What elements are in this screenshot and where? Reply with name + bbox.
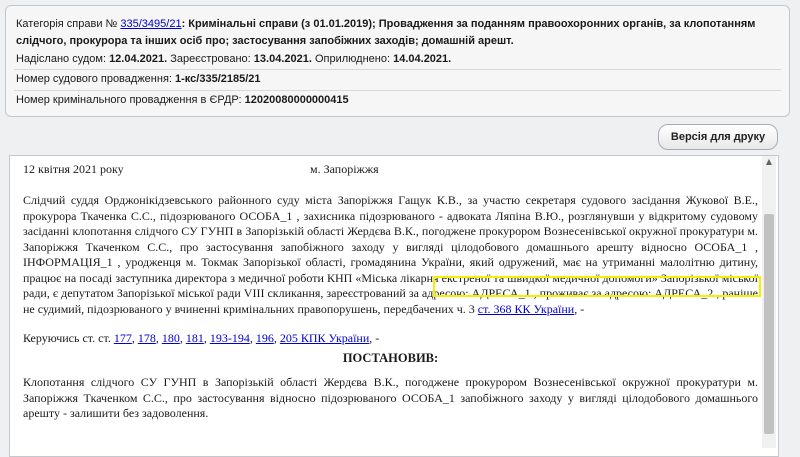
document-date: 12 квітня 2021 року xyxy=(23,162,124,176)
case-info-panel xyxy=(5,5,790,117)
sent-date: 12.04.2021. xyxy=(109,53,168,65)
criminal-proceeding-row xyxy=(16,92,781,109)
court-proceeding-label: Номер судового провадження: xyxy=(16,73,172,85)
document-body xyxy=(23,162,758,422)
category-text: Кримінальні справи (з 01.01.2019); Провадження за поданням правоохоронних органів, за клопотанням слідчого, прокурора та інших осіб про; застосування запобіжних заходів; домашній арешт. xyxy=(16,18,756,47)
scroll-up-icon[interactable]: ▲ xyxy=(765,157,773,166)
article-link[interactable]: 193-194 xyxy=(209,331,250,345)
article-link[interactable]: 196 xyxy=(255,331,274,345)
case-number-link[interactable]: 335/3495/21 xyxy=(120,18,182,30)
registered-label: Зареєстровано: xyxy=(170,53,251,65)
ruling-heading: ПОСТАНОВИВ: xyxy=(342,350,439,365)
document-panel xyxy=(9,155,779,457)
intro-paragraph xyxy=(23,193,758,317)
print-version-button[interactable]: Версія для друку xyxy=(658,124,778,150)
published-date: 14.04.2021. xyxy=(393,53,452,65)
court-proceeding-row xyxy=(16,71,781,88)
intro-text: Слідчий суддя Орджонікідзевського районного суду міста Запоріжжя Гащук К.В., за участю секретаря судового засідання Жукової В.Е., прокурора Ткаченка С.С., підозрюваного ОСОБА_1 , захисника підозрюваного - адвоката Ляпіна В.Ю., розглянувши у відкритому судовому засіданні клопотання слідчого СУ ГУНП в Запорізькій області Жердєва В.К., погоджене прокурором Вознесенівської окружної прокуратури м. Запоріжжя Ткаченком С.С., про застосування запобіжного заходу у вигляді цілодобового домашнього арешту відносно ОСОБА_1 , ІНФОРМАЦІЯ_1 , уродженця м. Токмак Запорізької області, громадянина України, який одружений, має на утриманні малолітню дитину, працює на посаді заступника директора з медичної роботи КНП «Міська лікарня екстреної та швидкої медичної допомоги» Запорізької міської ради, є депутатом Запорізької міської ради VIII скликання, зареєстрований за адресою: АДРЕСА_1 , проживає за адресою: АДРЕСА_2 , раніше не судимий, підозрюваного у вчиненні кримінальних правопорушень, передбачених ч. 3 xyxy=(23,193,758,316)
article-link[interactable]: 177 xyxy=(113,331,132,345)
document-city: м. Запоріжжя xyxy=(310,162,379,176)
guided-end: , - xyxy=(369,331,380,345)
criminal-proceeding-label: Номер кримінального провадження в ЄРДР: xyxy=(16,94,242,106)
article-link[interactable]: 180 xyxy=(161,331,180,345)
sent-label: Надіслано судом: xyxy=(16,53,106,65)
category-label: Категорія справи № xyxy=(16,18,118,30)
published-label: Оприлюднено: xyxy=(314,53,391,65)
divider xyxy=(14,90,781,91)
article-link[interactable]: 178 xyxy=(137,331,156,345)
criminal-proceeding-number: 12020080000000415 xyxy=(244,94,349,106)
article-368-link[interactable]: ст. 368 КК України xyxy=(477,301,575,316)
case-category-row: Категорія справи № 335/3495/21: Кримінальні справи (з 01.01.2019); Провадження за поданням правоохоронних органів, за клопотанням слідчого, прокурора та інших осіб про; застосування запобіжних заходів; домашній арешт. xyxy=(16,18,756,47)
dates-row xyxy=(16,51,781,68)
scroll-thumb[interactable] xyxy=(764,214,774,434)
divider xyxy=(14,69,781,70)
dateline xyxy=(23,162,758,178)
ruling-paragraph: Клопотання слідчого СУ ГУНП в Запорізькій області Жердєва В.К., погоджене прокурором Вознесенівської окружної прокуратури м. Запоріжжя Ткаченком С.С., про застосування відносно підозрюваного ОСОБА_1 запобіжного заходу у вигляді цілодобового домашнього арешту - залишити без задоволення. xyxy=(23,375,758,420)
court-proceeding-number: 1-кс/335/2185/21 xyxy=(175,73,261,85)
guided-prefix: Керуючись ст. ст. xyxy=(23,331,111,345)
scrollbar[interactable] xyxy=(762,156,776,448)
registered-date: 13.04.2021. xyxy=(253,53,312,65)
intro-end: , - xyxy=(574,301,585,316)
guided-paragraph: Керуючись ст. ст. 177, 178, 180, 181, 193-194, 196, 205 КПК України, - xyxy=(23,331,380,345)
article-link[interactable]: 181 xyxy=(185,331,204,345)
kpk-link[interactable]: 205 КПК України xyxy=(279,331,370,345)
